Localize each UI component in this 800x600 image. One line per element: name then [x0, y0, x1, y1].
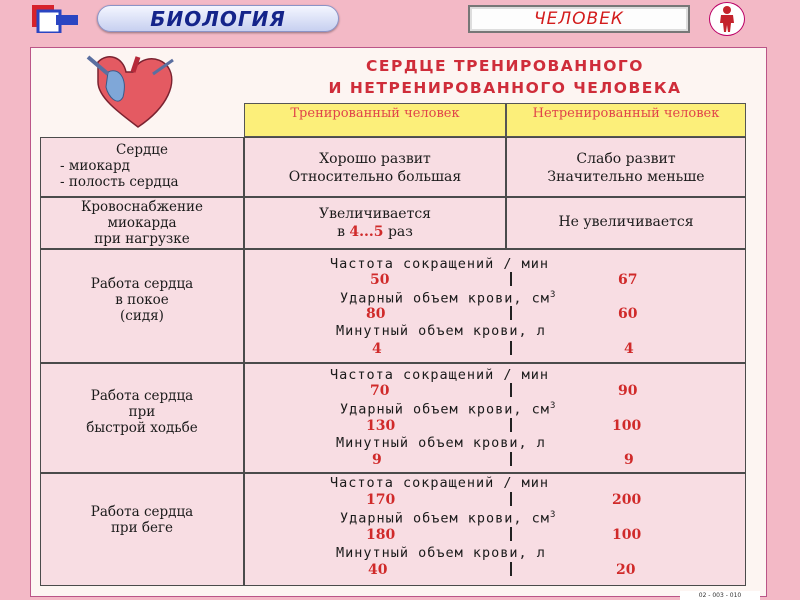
row-heart-trained: Хорошо развит Относительно большая: [288, 151, 462, 185]
run-sv-label: Ударный объем крови, $см^3$: [340, 510, 557, 527]
walk-hr-label: Частота сокращений / мин: [330, 367, 550, 383]
rest-sv-label: Ударный объем крови, $см^3$: [340, 290, 557, 307]
walk-hr-untrained: 90: [618, 383, 638, 399]
rest-hr-divider: [510, 272, 512, 286]
walk-sv-trained: 130: [366, 418, 396, 434]
top-bar: [0, 0, 800, 38]
rest-mv-label: Минутный объем крови, л: [336, 323, 546, 339]
row-rest-label: Работа сердца в покое (сидя): [90, 276, 194, 324]
rest-hr-untrained: 67: [618, 272, 638, 288]
rest-mv-divider: [510, 341, 512, 355]
section-button[interactable]: [468, 5, 690, 33]
run-hr-divider: [510, 492, 512, 506]
rest-mv-trained: 4: [372, 341, 382, 357]
row-run-label: Работа сердца при беге: [90, 504, 194, 536]
subject-button[interactable]: [97, 5, 339, 32]
row-heart-untrained: Слабо развит Значительно меньше: [547, 151, 705, 185]
rest-sv-divider: [510, 306, 512, 320]
walk-mv-trained: 9: [372, 452, 382, 468]
run-sv-trained: 180: [366, 527, 396, 543]
row-blood-trained: Увеличивается в 4...5 раз: [318, 206, 432, 240]
section-label: ЧЕЛОВЕК: [533, 9, 625, 29]
walk-sv-untrained: 100: [612, 418, 642, 434]
column-header-trained: Тренированный человек: [244, 103, 506, 137]
title-line-1: СЕРДЦЕ ТРЕНИРОВАННОГО: [366, 57, 644, 75]
rest-hr-trained: 50: [370, 272, 390, 288]
blood-multiplier: 4...5: [349, 224, 384, 240]
run-hr-untrained: 200: [612, 492, 642, 508]
subject-label: БИОЛОГИЯ: [150, 6, 286, 31]
heart-illustration: [78, 52, 198, 132]
walk-sv-divider: [510, 418, 512, 432]
row-walk-label: Работа сердца при быстрой ходьбе: [86, 388, 198, 436]
row-blood-label: Кровоснабжение миокарда при нагрузке: [80, 199, 204, 247]
footer-code: 02 - 003 - 010: [680, 591, 760, 600]
walk-mv-untrained: 9: [624, 452, 634, 468]
walk-mv-divider: [510, 452, 512, 466]
column-header-untrained: Нетренированный человек: [506, 103, 746, 137]
walk-hr-trained: 70: [370, 383, 390, 399]
run-hr-label: Частота сокращений / мин: [330, 475, 550, 491]
rest-mv-untrained: 4: [624, 341, 634, 357]
run-mv-label: Минутный объем крови, л: [336, 545, 546, 561]
rest-sv-untrained: 60: [618, 306, 638, 322]
run-mv-trained: 40: [368, 562, 388, 578]
run-hr-trained: 170: [366, 492, 396, 508]
publisher-logo: [30, 3, 86, 33]
walk-sv-label: Ударный объем крови, $см^3$: [340, 401, 557, 418]
walk-hr-divider: [510, 383, 512, 397]
run-sv-divider: [510, 527, 512, 541]
run-sv-untrained: 100: [612, 527, 642, 543]
page-title: [250, 55, 760, 99]
title-line-2: И НЕТРЕНИРОВАННОГО ЧЕЛОВЕКА: [328, 79, 682, 97]
row-heart-label: Сердце - миокард - полость сердца: [60, 142, 179, 190]
rest-sv-trained: 80: [366, 306, 386, 322]
human-figure-icon[interactable]: [709, 2, 745, 36]
run-mv-divider: [510, 562, 512, 576]
rest-hr-label: Частота сокращений / мин: [330, 256, 550, 272]
row-blood-untrained: Не увеличивается: [558, 214, 694, 230]
run-mv-untrained: 20: [616, 562, 636, 578]
walk-mv-label: Минутный объем крови, л: [336, 435, 546, 451]
